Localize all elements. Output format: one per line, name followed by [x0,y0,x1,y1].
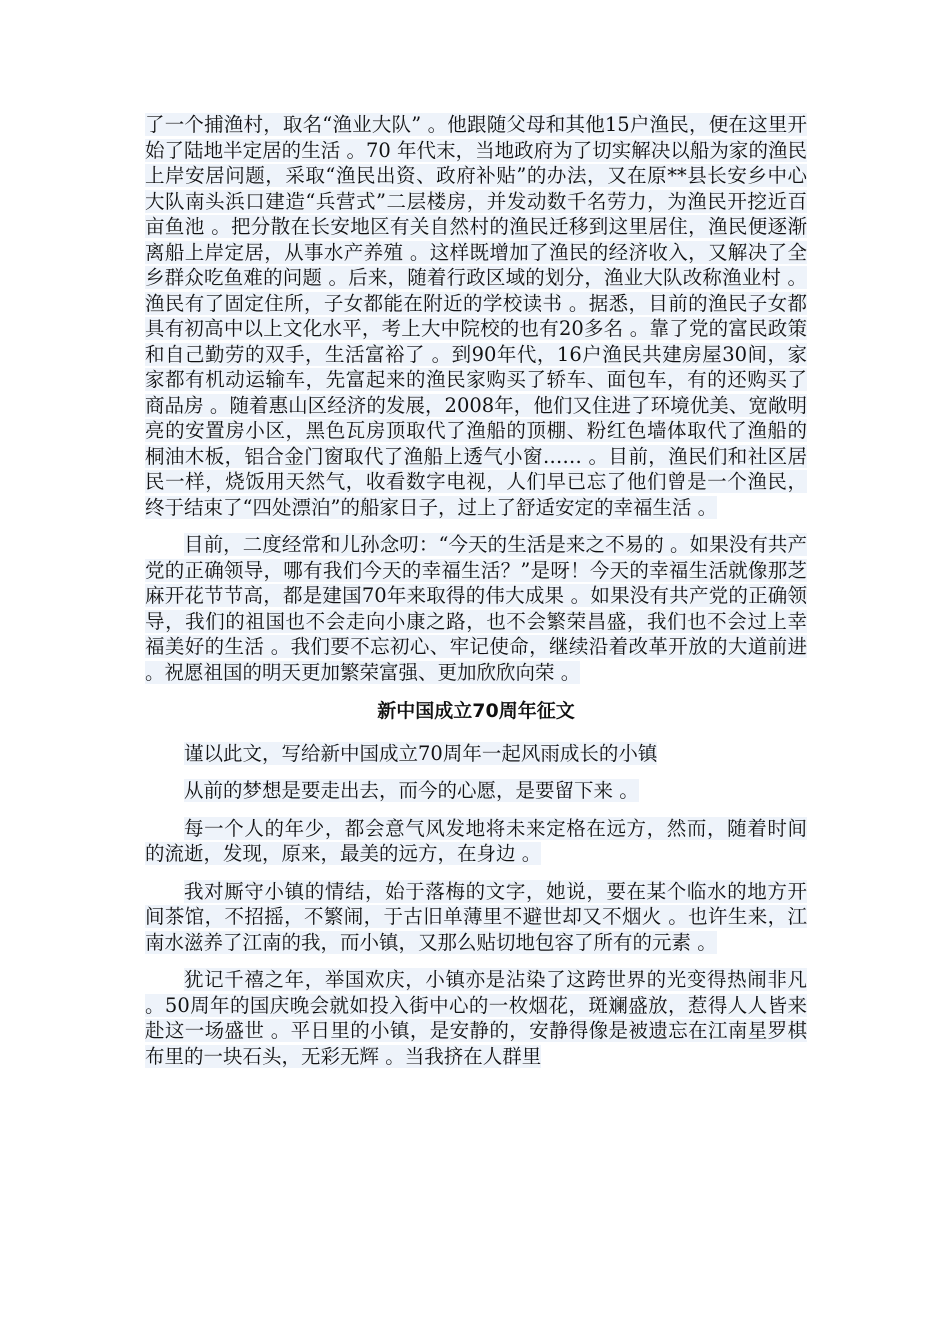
paragraph-text: 每一个人的年少，都会意气风发地将未来定格在远方，然而，随着时间的流逝，发现，原来，最美的远方，在身边 。 [145,816,807,865]
paragraph-millennium [145,967,807,1069]
paragraph-text: 从前的梦想是要走出去，而今的心愿，是要留下来 。 [184,779,639,802]
paragraph-text: 犹记千禧之年，举国欢庆，小镇亦是沾染了这跨世界的光变得热闹非凡 。50周年的国庆晚会就如投入街中心的一枚烟花，斑斓盛放，惹得人人皆来赴这一场盛世 。平日里的小镇，是安静的，安静得像是被遗忘在江南星罗棋布里的一块石头，无彩无辉 。当我挤在人群里 [145,968,807,1068]
paragraph-youth [145,816,807,867]
paragraph-text: 谨以此文，写给新中国成立70周年一起风雨成长的小镇 [184,741,658,765]
paragraph-gratitude [145,532,807,685]
paragraph-dream [145,778,807,804]
paragraph-fishermen-history [145,112,807,520]
section-heading: 新中国成立70周年征文 [377,700,575,722]
paragraph-text: 我对厮守小镇的情结，始于落梅的文字，她说，要在某个临水的地方开间茶馆，不招摇，不繁闹，于古旧单薄里不避世却又不烟火 。也许生来，江南水滋养了江南的我，而小镇，又那么贴切地包容了所有的元素 。 [145,879,807,954]
document-page [145,112,807,1081]
paragraph-text: 目前，二度经常和儿孙念叨：“今天的生活是来之不易的 。如果没有共产党的正确领导，哪有我们今天的幸福生活？”是呀！今天的幸福生活就像那芝麻开花节节高，都是建国70年来取得的伟大成果 。如果没有共产党的正确领导，我们的祖国也不会走向小康之路，也不会繁荣昌盛，我们也不会过上幸福美好的生活 。我们要不忘初心、牢记使命，继续沿着改革开放的大道前进 。祝愿祖国的明天更加繁荣富强、更加欣欣向荣 。 [145,533,807,684]
paragraph-town-affection [145,879,807,956]
paragraph-text: 了一个捕渔村，取名“渔业大队” 。他跟随父母和其他15户渔民，便在这里开始了陆地半定居的生活 。70 年代末，当地政府为了切实解决以船为家的渔民上岸安居问题，采取“渔民出资、政府补贴”的办法，又在原**县长安乡中心大队南头浜口建造“兵营式”二层楼房，并发动数千名劳力，为渔民开挖近百亩鱼池 。把分散在长安地区有关自然村的渔民迁移到这里居住，渔民便逐渐离船上岸定居，从事水产养殖 。这样既增加了渔民的经济收入，又解决了全乡群众吃鱼难的问题 。后来，随着行政区域的划分，渔业大队改称渔业村 。渔民有了固定住所，子女都能在附近的学校读书 。据悉，目前的渔民子女都具有初高中以上文化水平，考上大中院校的也有20多名 。靠了党的富民政策和自己勤劳的双手，生活富裕了 。到90年代，16户渔民共建房屋30间，家家都有机动运输车，先富起来的渔民家购买了轿车、面包车，有的还购买了商品房 。随着惠山区经济的发展，2008年，他们又住进了环境优美、宽敞明亮的安置房小区，黑色瓦房顶取代了渔船的顶棚、粉红色墙体取代了渔船的桐油木板，铝合金门窗取代了渔船上透气小窗…… 。目前，渔民们和社区居民一样，烧饭用天然气，收看数字电视，人们早已忘了他们曾是一个渔民，终于结束了“四处漂泊”的船家日子，过上了舒适安定的幸福生活 。 [145,113,807,519]
paragraph-dedication [145,741,807,767]
